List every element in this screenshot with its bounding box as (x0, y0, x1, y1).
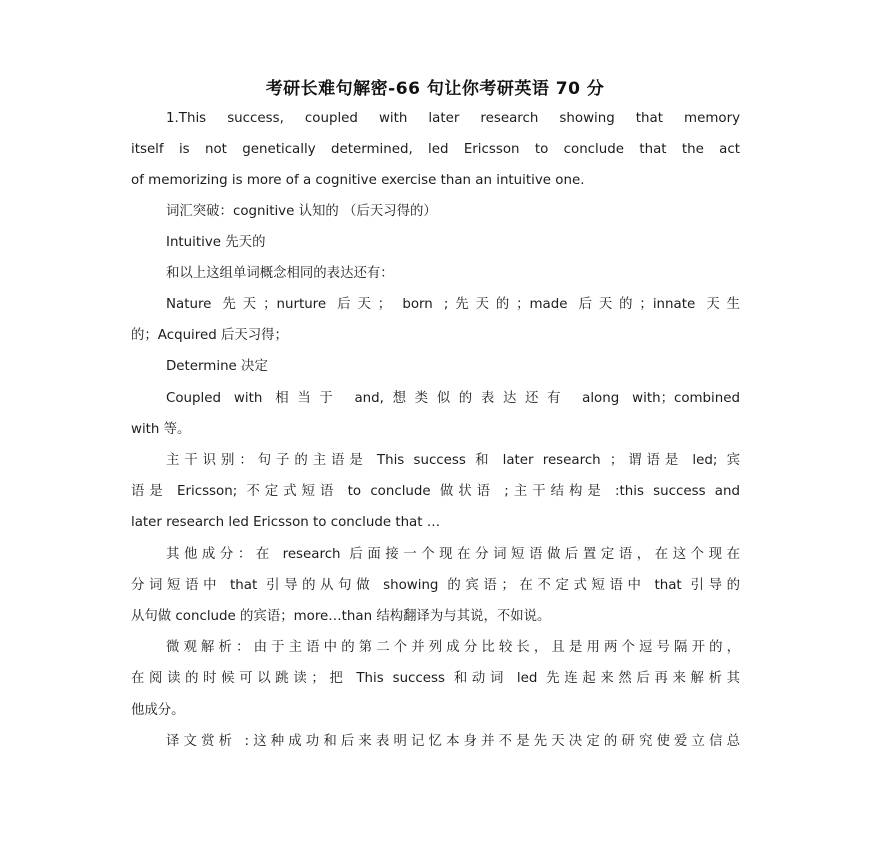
paragraph-line: 微观解析：由于主语中的第二个并列成分比较长，且是用两个逗号隔开的， (166, 640, 740, 655)
paragraph-line: 语是 Ericsson; 不定式短语 to conclude 做状语 ;主干结构是 :this success and (131, 484, 740, 499)
paragraph-line: 在阅读的时候可以跳读；把 This success 和动词 led 先连起来然后再来解析其 (131, 671, 740, 686)
paragraph-line: 其他成分：在 research 后面接一个现在分词短语做后置定语，在这个现在 (166, 547, 740, 562)
paragraph-line: 译文赏析 :这种成功和后来表明记忆本身并不是先天决定的研究使爱立信总 (166, 734, 740, 749)
paragraph-line: Nature 先天；nurture 后天； born ;先天的；made 后天的；innate 天生 (166, 297, 740, 312)
paragraph-line: 从句做 conclude 的宾语；more…than 结构翻译为与其说，不如说。 (131, 609, 551, 624)
paragraph-line: 和以上这组单词概念相同的表达还有： (166, 266, 394, 281)
paragraph-line: later research led Ericsson to conclude that … (131, 515, 441, 530)
document-title: 考研长难句解密-66 句让你考研英语 70 分 (265, 79, 605, 99)
paragraph-line: Determine 决定 (166, 359, 268, 374)
paragraph-line: itself is not genetically determined, led Ericsson to conclude that the act (131, 142, 740, 157)
paragraph-line: 1.This success, coupled with later research showing that memory (166, 111, 740, 126)
paragraph-line: Intuitive 先天的 (166, 235, 266, 250)
paragraph-line: 他成分。 (131, 703, 185, 718)
paragraph-line: 主干识别：句子的主语是 This success 和 later research ；谓语是 led; 宾 (166, 453, 740, 468)
paragraph-line: 词汇突破：cognitive 认知的 （后天习得的） (166, 204, 437, 219)
paragraph-line: of memorizing is more of a cognitive exercise than an intuitive one. (131, 173, 585, 188)
paragraph-line: with 等。 (131, 422, 191, 437)
paragraph-line: 的；Acquired 后天习得； (131, 328, 288, 343)
paragraph-line: 分词短语中 that 引导的从句做 showing 的宾语；在不定式短语中 that 引导的 (131, 578, 740, 593)
paragraph-line: Coupled with 相当于 and,想类似的表达还有 along with；combined (166, 391, 740, 406)
